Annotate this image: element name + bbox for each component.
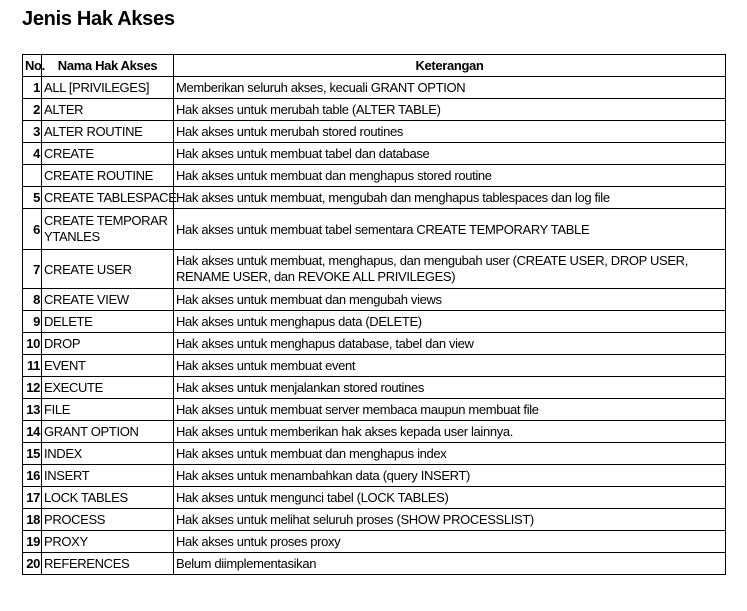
privilege-description: Belum diimplementasikan: [174, 553, 726, 575]
privilege-description: Hak akses untuk merubah stored routines: [174, 121, 726, 143]
row-number: 3: [23, 121, 42, 143]
privilege-description: Hak akses untuk mengunci tabel (LOCK TABLES): [174, 487, 726, 509]
privilege-description: Hak akses untuk memberikan hak akses kepada user lainnya.: [174, 421, 726, 443]
privilege-name: DROP: [42, 333, 174, 355]
table-row: [23, 355, 726, 377]
privilege-description: Hak akses untuk membuat tabel sementara CREATE TEMPORARY TABLE: [174, 209, 726, 250]
row-number: 12: [23, 377, 42, 399]
privilege-description: Hak akses untuk membuat dan menghapus stored routine: [174, 165, 726, 187]
row-number: 17: [23, 487, 42, 509]
row-number: 8: [23, 289, 42, 311]
header-desc: Keterangan: [174, 55, 726, 77]
privilege-description: Hak akses untuk proses proxy: [174, 531, 726, 553]
table-row: [23, 509, 726, 531]
row-number: 10: [23, 333, 42, 355]
privilege-name: DELETE: [42, 311, 174, 333]
row-number: 13: [23, 399, 42, 421]
privileges-table: [22, 54, 726, 575]
privilege-name: CREATE: [42, 143, 174, 165]
privilege-description: Hak akses untuk menjalankan stored routines: [174, 377, 726, 399]
row-number: 7: [23, 250, 42, 289]
table-row: [23, 531, 726, 553]
table-row: [23, 250, 726, 289]
table-row: [23, 187, 726, 209]
privilege-name: EXECUTE: [42, 377, 174, 399]
table-row: [23, 487, 726, 509]
table-row: [23, 289, 726, 311]
header-no: No.: [23, 55, 42, 77]
row-number: 2: [23, 99, 42, 121]
privilege-name: PROCESS: [42, 509, 174, 531]
row-number: 4: [23, 143, 42, 165]
table-row: [23, 165, 726, 187]
privilege-description: Hak akses untuk membuat dan menghapus index: [174, 443, 726, 465]
privilege-name: INDEX: [42, 443, 174, 465]
row-number: 5: [23, 187, 42, 209]
privilege-description: Hak akses untuk membuat dan mengubah views: [174, 289, 726, 311]
privilege-description: Hak akses untuk membuat event: [174, 355, 726, 377]
privilege-description: Hak akses untuk menambahkan data (query INSERT): [174, 465, 726, 487]
row-number: 20: [23, 553, 42, 575]
table-row: [23, 143, 726, 165]
privilege-description: Hak akses untuk merubah table (ALTER TABLE): [174, 99, 726, 121]
table-row: [23, 421, 726, 443]
privilege-name: EVENT: [42, 355, 174, 377]
page-title: Jenis Hak Akses: [22, 8, 175, 30]
table-row: [23, 99, 726, 121]
privilege-description: Hak akses untuk menghapus data (DELETE): [174, 311, 726, 333]
table-row: [23, 333, 726, 355]
privilege-description: Memberikan seluruh akses, kecuali GRANT OPTION: [174, 77, 726, 99]
row-number: 19: [23, 531, 42, 553]
row-number: 16: [23, 465, 42, 487]
privilege-description: Hak akses untuk membuat tabel dan database: [174, 143, 726, 165]
row-number: 18: [23, 509, 42, 531]
privilege-name: ALTER: [42, 99, 174, 121]
privilege-name: PROXY: [42, 531, 174, 553]
privilege-name: CREATE ROUTINE: [42, 165, 174, 187]
table-row: [23, 399, 726, 421]
privilege-name: REFERENCES: [42, 553, 174, 575]
table-row: [23, 311, 726, 333]
privilege-name: INSERT: [42, 465, 174, 487]
row-number: [23, 165, 42, 187]
table-row: [23, 121, 726, 143]
table-row: [23, 209, 726, 250]
table-row: [23, 465, 726, 487]
privilege-description: Hak akses untuk membuat, mengubah dan menghapus tablespaces dan log file: [174, 187, 726, 209]
row-number: 15: [23, 443, 42, 465]
table-row: [23, 77, 726, 99]
privilege-name: CREATE VIEW: [42, 289, 174, 311]
privilege-name: CREATE TEMPORARYTANLES: [42, 209, 174, 250]
header-name: Nama Hak Akses: [42, 55, 174, 77]
privilege-description: Hak akses untuk membuat server membaca maupun membuat file: [174, 399, 726, 421]
privilege-name: GRANT OPTION: [42, 421, 174, 443]
privilege-name: FILE: [42, 399, 174, 421]
row-number: 1: [23, 77, 42, 99]
privilege-description: Hak akses untuk membuat, menghapus, dan mengubah user (CREATE USER, DROP USER, RENAME USER, dan REVOKE ALL PRIVILEGES): [174, 250, 726, 289]
privilege-name: ALL [PRIVILEGES]: [42, 77, 174, 99]
row-number: 14: [23, 421, 42, 443]
privilege-name: ALTER ROUTINE: [42, 121, 174, 143]
privilege-name: CREATE USER: [42, 250, 174, 289]
row-number: 6: [23, 209, 42, 250]
row-number: 9: [23, 311, 42, 333]
table-row: [23, 553, 726, 575]
privilege-description: Hak akses untuk menghapus database, tabel dan view: [174, 333, 726, 355]
privilege-description: Hak akses untuk melihat seluruh proses (SHOW PROCESSLIST): [174, 509, 726, 531]
privilege-name: LOCK TABLES: [42, 487, 174, 509]
table-row: [23, 377, 726, 399]
table-header-row: [23, 55, 726, 77]
privilege-name: CREATE TABLESPACE: [42, 187, 174, 209]
row-number: 11: [23, 355, 42, 377]
table-row: [23, 443, 726, 465]
